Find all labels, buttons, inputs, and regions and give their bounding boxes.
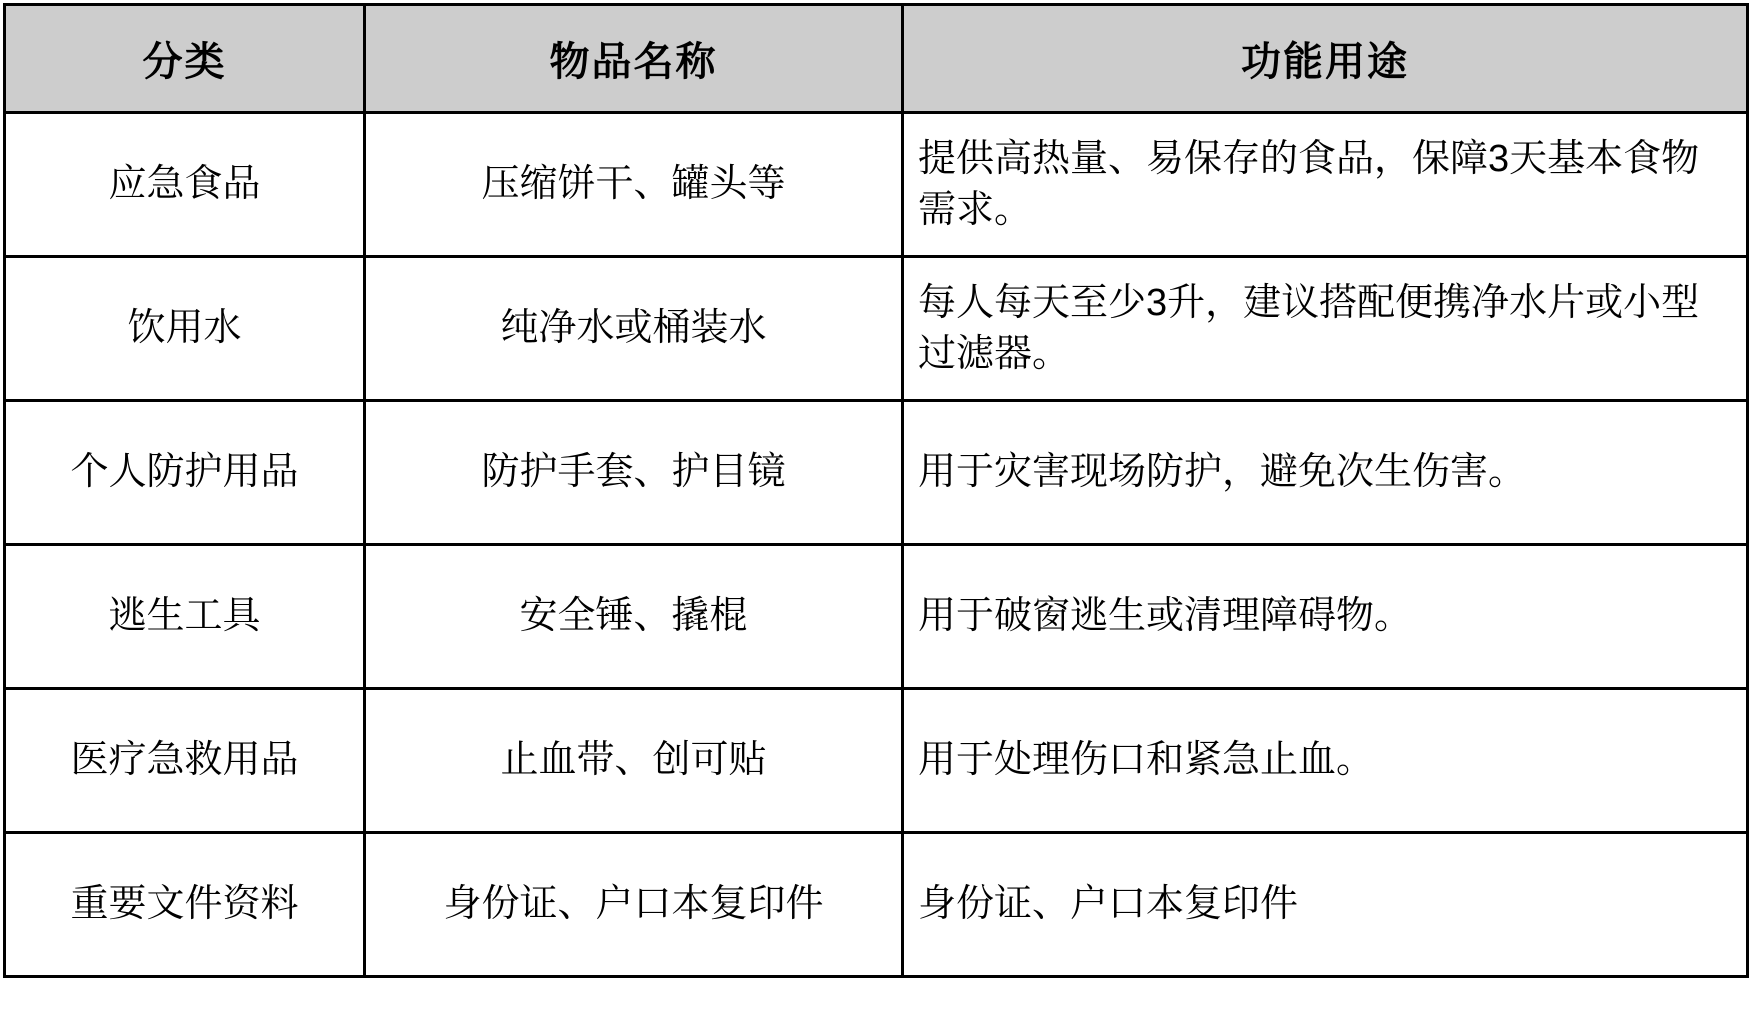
cell-item: 防护手套、护目镜 (365, 401, 903, 545)
cell-use: 用于破窗逃生或清理障碍物。 (903, 545, 1748, 689)
cell-category: 逃生工具 (5, 545, 365, 689)
table-header (5, 5, 1748, 113)
table-row (5, 113, 1748, 257)
table-header-row (5, 5, 1748, 113)
table-row (5, 689, 1748, 833)
column-header-item-name: 物品名称 (365, 5, 903, 113)
cell-category: 应急食品 (5, 113, 365, 257)
table-row (5, 545, 1748, 689)
cell-use: 每人每天至少3升，建议搭配便携净水片或小型过滤器。 (903, 257, 1748, 401)
cell-use: 用于处理伤口和紧急止血。 (903, 689, 1748, 833)
cell-category: 医疗急救用品 (5, 689, 365, 833)
document-page (0, 3, 1749, 1034)
cell-item: 安全锤、撬棍 (365, 545, 903, 689)
cell-category: 饮用水 (5, 257, 365, 401)
table-row (5, 833, 1748, 977)
cell-item: 身份证、户口本复印件 (365, 833, 903, 977)
cell-category: 重要文件资料 (5, 833, 365, 977)
column-header-category: 分类 (5, 5, 365, 113)
cell-use: 身份证、户口本复印件 (903, 833, 1748, 977)
cell-use: 用于灾害现场防护，避免次生伤害。 (903, 401, 1748, 545)
cell-item: 止血带、创可贴 (365, 689, 903, 833)
emergency-kit-table (3, 3, 1749, 978)
cell-item: 压缩饼干、罐头等 (365, 113, 903, 257)
column-header-function-use: 功能用途 (903, 5, 1748, 113)
table-body (5, 113, 1748, 977)
cell-use: 提供高热量、易保存的食品，保障3天基本食物需求。 (903, 113, 1748, 257)
cell-category: 个人防护用品 (5, 401, 365, 545)
table-row (5, 257, 1748, 401)
cell-item: 纯净水或桶装水 (365, 257, 903, 401)
table-row (5, 401, 1748, 545)
